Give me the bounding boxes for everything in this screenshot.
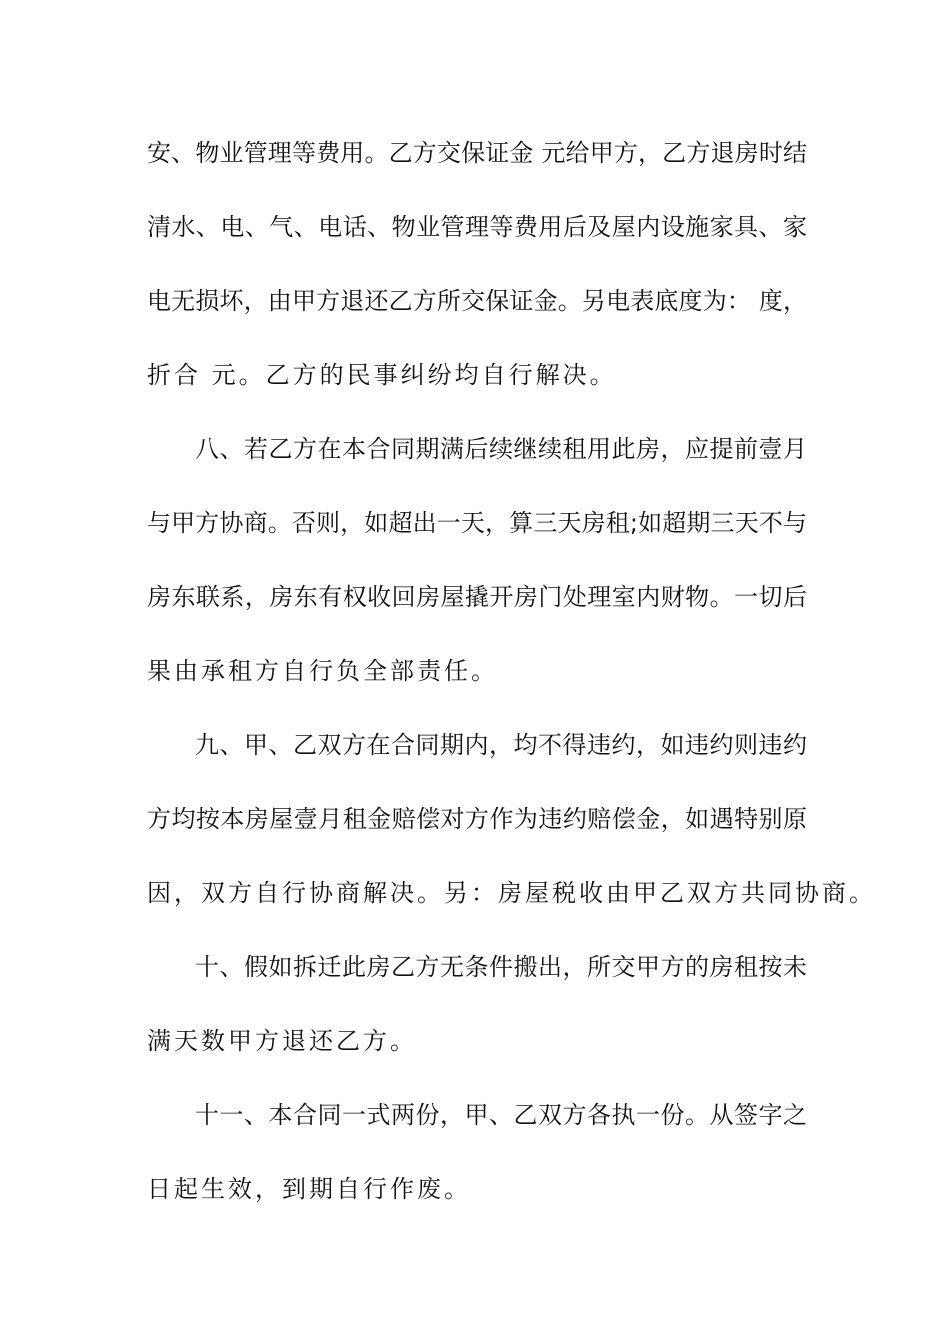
paragraph-8-line: 果由承租方自行负全部责任。 — [147, 657, 498, 685]
paragraph-8-line: 房东联系，房东有权收回房屋撬开房门处理室内财物。一切后 — [147, 583, 807, 611]
text-line: 折合 元。乙方的民事纠纷均自行解决。 — [147, 361, 617, 389]
paragraph-11-line: 日起生效，到期自行作废。 — [147, 1175, 471, 1203]
paragraph-10-line: 十、假如拆迁此房乙方无条件搬出，所交甲方的房租按未 — [195, 953, 807, 981]
text-line: 安、物业管理等费用。乙方交保证金 元给甲方，乙方退房时结 — [147, 139, 807, 167]
document-body — [147, 126, 876, 1236]
paragraph-9-line: 方均按本房屋壹月租金赔偿对方作为违约赔偿金，如遇特别原 — [147, 805, 807, 833]
paragraph-11-line: 十一、本合同一式两份，甲、乙双方各执一份。从签字之 — [195, 1101, 807, 1129]
paragraph-9-line: 因，双方自行协商解决。另：房屋税收由甲乙双方共同协商。 — [147, 879, 876, 907]
paragraph-9-line: 九、甲、乙双方在合同期内，均不得违约，如违约则违约 — [195, 731, 807, 759]
text-line: 电无损坏，由甲方退还乙方所交保证金。另电表底度为： 度， — [147, 287, 807, 315]
paragraph-10-line: 满天数甲方退还乙方。 — [147, 1027, 417, 1055]
paragraph-8-line: 八、若乙方在本合同期满后续继续租用此房，应提前壹月 — [195, 435, 807, 463]
paragraph-8-line: 与甲方协商。否则，如超出一天，算三天房租;如超期三天不与 — [147, 509, 807, 537]
text-line: 清水、电、气、电话、物业管理等费用后及屋内设施家具、家 — [147, 213, 807, 241]
